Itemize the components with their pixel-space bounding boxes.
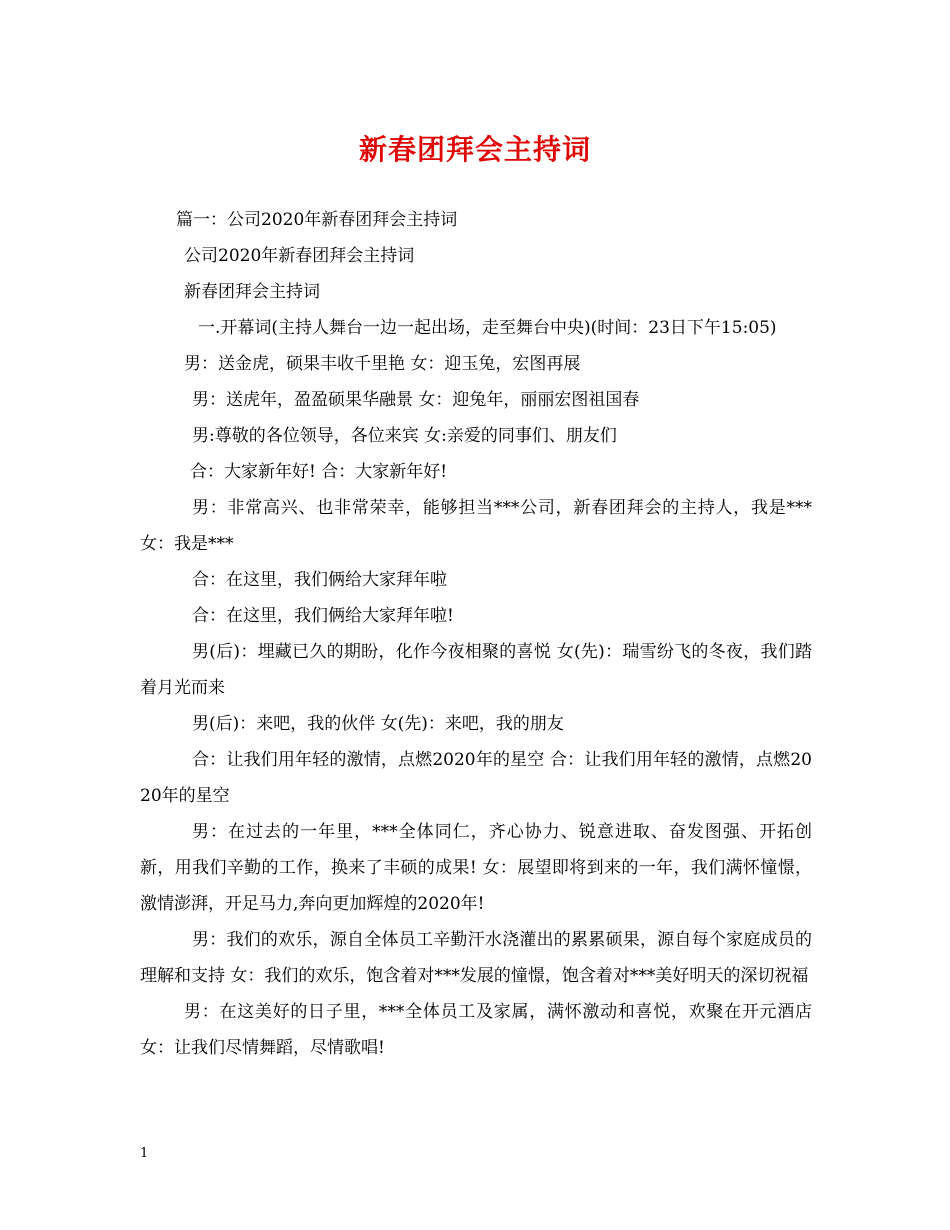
paragraph: 男:尊敬的各位领导，各位来宾 女:亲爱的同事们、朋友们 [192,426,617,446]
paragraph: 男：送虎年，盈盈硕果华融景 女：迎兔年，丽丽宏图祖国春 [192,390,640,410]
paragraph: 合：在这里，我们俩给大家拜年啦! [192,606,454,626]
document-body [140,202,812,1066]
document-title: 新春团拜会主持词 [358,133,591,166]
paragraph: 合：大家新年好! 合：大家新年好! [190,462,448,482]
paragraph: 男(后)：来吧，我的伙伴 女(先)：来吧，我的朋友 [192,714,564,734]
page-number: 1 [140,1146,149,1161]
paragraph: 合：让我们用年轻的激情，点燃2020年的星空 合：让我们用年轻的激情，点燃2020年的星空 [140,750,812,806]
paragraph: 男(后)：埋藏已久的期盼，化作今夜相聚的喜悦 女(先)：瑞雪纷飞的冬夜，我们踏着月光而来 [140,642,812,698]
paragraph: 一.开幕词(主持人舞台一边一起出场，走至舞台中央)(时间：23日下午15:05) [198,318,777,338]
paragraph: 新春团拜会主持词 [184,282,320,302]
paragraph: 男：送金虎，硕果丰收千里艳 女：迎玉兔，宏图再展 [184,354,581,374]
paragraph: 男：在过去的一年里，***全体同仁，齐心协力、锐意进取、奋发图强、开拓创新，用我们辛勤的工作，换来了丰硕的成果! 女：展望即将到来的一年，我们满怀憧憬，激情澎湃，开足马力,奔向更加辉煌的2020年! [140,822,812,914]
paragraph: 篇一：公司2020年新春团拜会主持词 [176,210,458,230]
paragraph: 男：在这美好的日子里，***全体员工及家属，满怀激动和喜悦，欢聚在开元酒店 女：让我们尽情舞蹈，尽情歌唱! [140,1002,812,1058]
paragraph: 男：我们的欢乐，源自全体员工辛勤汗水浇灌出的累累硕果，源自每个家庭成员的理解和支持 女：我们的欢乐，饱含着对***发展的憧憬，饱含着对***美好明天的深切祝福 [140,930,812,986]
paragraph: 合：在这里，我们俩给大家拜年啦 [192,570,447,590]
paragraph: 公司2020年新春团拜会主持词 [184,246,415,266]
paragraph: 男：非常高兴、也非常荣幸，能够担当***公司，新春团拜会的主持人，我是*** 女：我是*** [140,498,812,554]
